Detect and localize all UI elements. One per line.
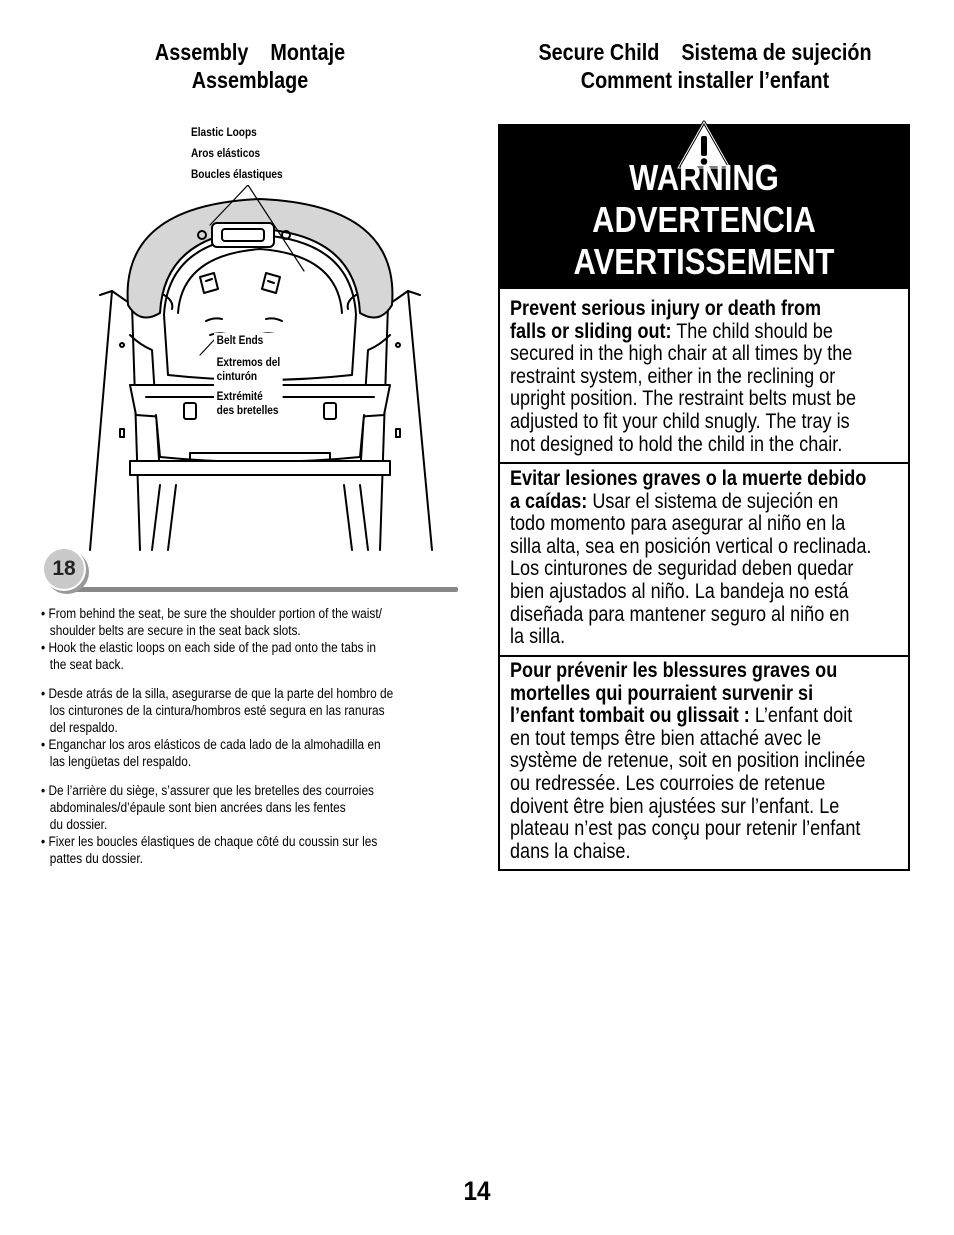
warning-text-french — [510, 660, 865, 863]
warn-fr-bold-3: l’enfant tombait ou glissait : — [510, 704, 750, 728]
warn-fr-text-5: doivent être bien ajustées sur l’enfant. Le — [510, 794, 840, 818]
warning-divider-1 — [500, 462, 908, 464]
elastic-loops-callout — [191, 123, 283, 186]
warn-fr-bold-1: Pour prévenir les blessures graves ou — [510, 659, 838, 682]
instr-es-2-line-1: • Enganchar los aros elásticos de cada lado de la almohadilla en — [41, 737, 381, 752]
instr-es-1-line-2: los cinturones de la cintura/hombros esté segura en las ranuras — [49, 703, 385, 718]
assembly-header-es: Montaje — [270, 39, 346, 65]
secure-child-header-en: Secure Child — [538, 39, 660, 65]
warn-en-text-4: upright position. The restraint belts must be — [510, 387, 857, 411]
elastic-loops-label-es: Aros elásticos — [191, 148, 261, 160]
warning-title-en: WARNING — [629, 157, 779, 198]
assembly-header-en: Assembly — [154, 39, 249, 65]
warn-fr-text-1: L’enfant doit — [749, 704, 853, 728]
page-number: 14 — [463, 1176, 491, 1206]
warn-es-text-6: diseñada para mantener seguro al niño en — [510, 602, 850, 626]
warn-en-text-5: adjusted to fit your child snugly. The tray is — [510, 409, 850, 433]
instr-fr-2-line-2: pattes du dossier. — [49, 851, 143, 866]
warn-en-text-6: not designed to hold the child in the chair. — [510, 432, 843, 456]
warn-es-bold-2: a caídas: — [510, 489, 588, 513]
elastic-loops-label-fr: Boucles élastiques — [191, 169, 283, 181]
warn-fr-text-3: système de retenue, soit en position inclinée — [510, 749, 866, 773]
warn-es-text-7: la silla. — [510, 625, 566, 649]
secure-child-header — [512, 38, 899, 94]
warning-text-english — [510, 298, 856, 456]
warn-fr-bold-2: mortelles qui pourraient survenir si — [510, 681, 814, 705]
instr-es-1-line-3: del respaldo. — [49, 720, 118, 735]
warn-en-bold-1: Prevent serious injury or death from — [510, 297, 822, 320]
warning-header — [500, 126, 908, 289]
belt-ends-label-fr-2: des bretelles — [216, 405, 279, 417]
warning-text-spanish — [510, 468, 871, 649]
instr-es-2-line-2: las lengüetas del respaldo. — [49, 754, 192, 769]
warn-fr-text-6: plateau n’est pas conçu pour retenir l’enfant — [510, 817, 861, 841]
warn-en-text-2: secured in the high chair at all times by the — [510, 342, 853, 366]
warn-es-text-4: Los cinturones de seguridad deben quedar — [510, 557, 854, 581]
warn-en-bold-2: falls or sliding out: — [510, 319, 672, 343]
warn-es-text-1: Usar el sistema de sujeción en — [587, 489, 839, 513]
assembly-header — [121, 38, 379, 94]
warn-en-text-1: The child should be — [671, 319, 833, 343]
step-rule — [62, 587, 458, 592]
step-number: 18 — [52, 557, 76, 580]
instr-en-2-line-2: the seat back. — [49, 657, 124, 672]
instr-fr-2-line-1: • Fixer les boucles élastiques de chaque côté du coussin sur les — [41, 834, 378, 849]
belt-ends-label-es-1: Extremos del — [216, 357, 281, 369]
warn-fr-text-4: ou redressée. Les courroies de retenue — [510, 771, 826, 795]
instructions-english — [41, 605, 382, 673]
instr-fr-1-line-2: abdominales/d’épaule sont bien ancrées dans les fentes — [49, 800, 346, 815]
warning-title-es: ADVERTENCIA — [592, 199, 816, 240]
warn-en-text-3: restraint system, either in the reclining or — [510, 364, 836, 388]
belt-ends-label-en: Belt Ends — [216, 335, 264, 347]
warn-es-text-5: bien ajustados al niño. La bandeja no está — [510, 579, 849, 603]
instr-en-1-line-2: shoulder belts are secure in the seat back slots. — [49, 623, 301, 638]
warning-title-fr: AVERTISSEMENT — [573, 241, 835, 282]
assembly-header-fr: Assemblage — [191, 67, 309, 93]
belt-ends-label-es-2: cinturón — [216, 371, 258, 383]
warning-box — [498, 124, 910, 871]
elastic-loops-label-en: Elastic Loops — [191, 127, 257, 139]
secure-child-header-fr: Comment installer l’enfant — [580, 67, 830, 93]
instr-fr-1-line-3: du dossier. — [49, 817, 108, 832]
instructions-french — [41, 782, 377, 867]
step-number-badge — [42, 547, 86, 591]
warn-fr-text-2: en tout temps être bien attaché avec le — [510, 726, 822, 750]
instr-fr-1-line-1: • De l’arrière du siège, s’assurer que les bretelles des courroies — [41, 783, 374, 798]
warn-es-bold-1: Evitar lesiones graves o la muerte debido — [510, 467, 867, 490]
warning-divider-2 — [500, 655, 908, 657]
belt-ends-callout — [214, 333, 283, 419]
belt-ends-label-fr-1: Extrémité — [216, 391, 263, 403]
instr-en-2-line-1: • Hook the elastic loops on each side of the pad onto the tabs in — [41, 640, 377, 655]
instr-es-1-line-1: • Desde atrás de la silla, asegurarse de que la parte del hombro de — [41, 686, 394, 701]
instructions-spanish — [41, 685, 393, 770]
warn-fr-text-7: dans la chaise. — [510, 839, 631, 863]
warn-es-text-3: silla alta, sea en posición vertical o reclinada. — [510, 534, 872, 558]
instr-en-1-line-1: • From behind the seat, be sure the shoulder portion of the waist/ — [41, 606, 382, 621]
warn-es-text-2: todo momento para asegurar al niño en la — [510, 512, 846, 536]
secure-child-header-es: Sistema de sujeción — [681, 39, 872, 65]
